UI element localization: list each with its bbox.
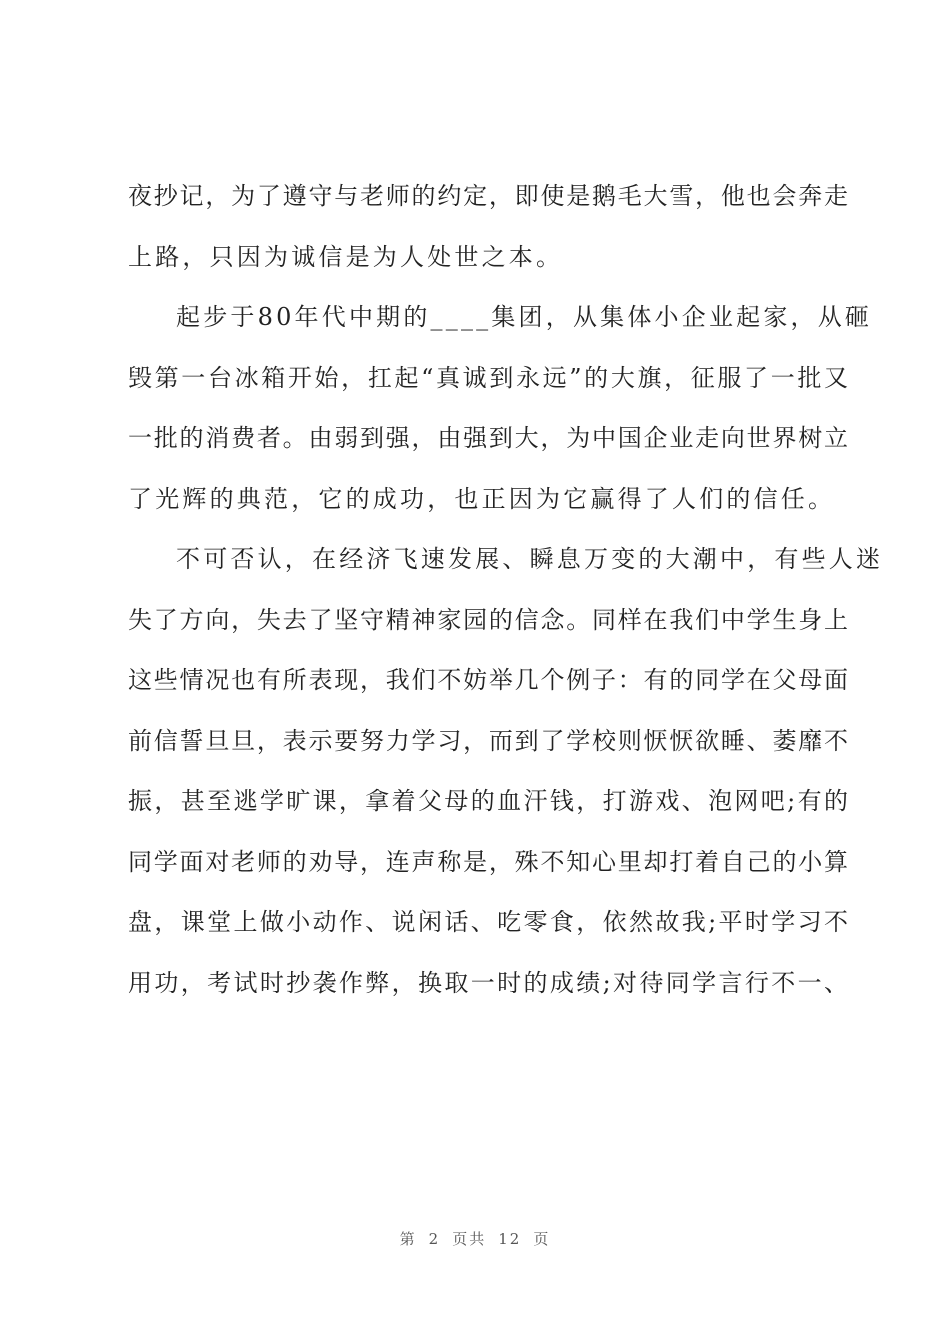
footer-total-pages: 12 <box>498 1230 522 1248</box>
footer-suffix: 页 <box>533 1230 551 1248</box>
footer-current-page: 2 <box>428 1230 441 1248</box>
text-line: 不可否认，在经济飞速发展、瞬息万变的大潮中，有些人迷 <box>176 545 884 573</box>
text-line: 前信誓旦旦，表示要努力学习，而到了学校则恹恹欲睡、萎靡不 <box>128 726 848 755</box>
footer-prefix: 第 <box>399 1230 417 1248</box>
paragraph-1 <box>128 168 848 289</box>
text-line: 盘，课堂上做小动作、说闲话、吃零食，依然故我;平时学习不 <box>128 908 848 936</box>
text-line: 同学面对老师的劝导，连声称是，殊不知心里却打着自己的小算 <box>128 847 848 876</box>
document-body <box>128 168 884 1015</box>
text-line: 了光辉的典范，它的成功，也正因为它赢得了人们的信任。 <box>128 484 836 513</box>
text-line: 这些情况也有所表现，我们不妨举几个例子：有的同学在父母面 <box>128 666 848 694</box>
text-line: 上路，只因为诚信是为人处世之本。 <box>128 242 564 271</box>
page-footer <box>0 1228 950 1249</box>
text-line: 用功，考试时抄袭作弊，换取一时的成绩;对待同学言行不一、 <box>128 968 848 997</box>
footer-middle: 页共 <box>452 1230 487 1248</box>
text-line: 夜抄记，为了遵守与老师的约定，即使是鹅毛大雪，他也会奔走 <box>128 182 848 210</box>
paragraph-2 <box>128 289 873 531</box>
text-line: 一批的消费者。由弱到强，由强到大，为中国企业走向世界树立 <box>128 424 848 452</box>
text-line: 失了方向，失去了坚守精神家园的信念。同样在我们中学生身上 <box>128 605 848 634</box>
text-line: 毁第一台冰箱开始，扛起“真诚到永远”的大旗，征服了一批又 <box>128 363 848 392</box>
text-line: 振，甚至逃学旷课，拿着父母的血汗钱，打游戏、泡网吧;有的 <box>128 787 848 815</box>
paragraph-3 <box>128 531 884 1015</box>
text-line: 起步于80年代中期的____集团，从集体小企业起家，从砸 <box>176 303 873 331</box>
